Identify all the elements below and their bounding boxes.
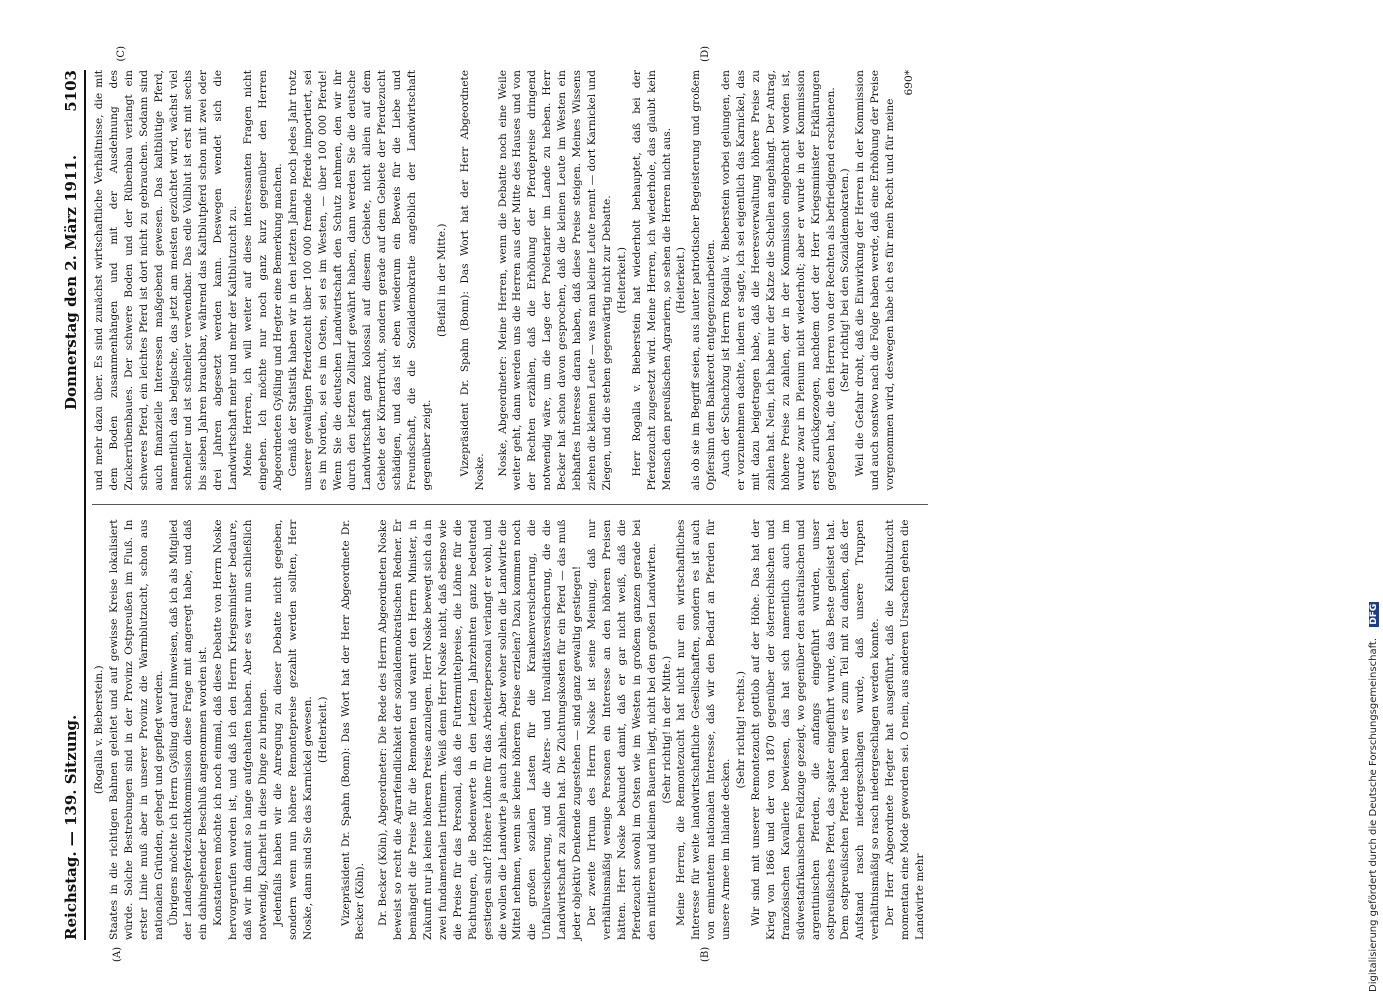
paragraph: Noske, Abgeordneter: Meine Herren, wenn die Debatte noch eine Weile weiter geht, dann werden uns die Herren aus der Mitte des Hauses und von der Rechten erzählen, daß die Erhöhung der Pferdepreise dringend notwendig wäre, um die Lage der Proletarier im Lande zu heben. Herr Becker hat schon davon gesprochen, daß die kleinen Leute im Westen ein lebhaftes Interesse daran haben, daß diese Preise steigen. Meines Wissens ziehen die kleinen Leute — was man kleine Leute nennt — dort Karnickel und Ziegen, und die stehen gegenwärtig nicht zur Debatte.	[496, 70, 613, 491]
interjection: (Sehr richtig! in der Mitte.)	[660, 655, 673, 804]
interjection: (Sehr richtig! rechts.)	[735, 671, 748, 789]
funding-note-text: Digitalisierung gefördert durch die Deutsche Forschungsgemeinschaft.	[1368, 637, 1379, 992]
paragraph: Der Herr Abgeordnete Hegter hat ausgeführt, daß die Kaltblutzucht momentan eine Mode geworden sei. O nein, aus anderen Ursachen gehen die Landwirte mehr	[884, 519, 926, 940]
page-header	[56, 70, 86, 940]
speaker-reference: (Rogalla v. Bieberstein.)	[93, 665, 105, 795]
margin-marker-d: (D)	[700, 46, 711, 62]
paragraph: Der zweite Irrtum des Herrn Noske ist seine Meinung, daß nur verhältnismäßig wenige Personen ein Interesse an den höheren Preisen hätten. Herr Noske bekundet damit, daß er gar nicht weiß, daß die Pferdezucht sowohl im Osten wie im Westen in großem ganzen gerade bei den mittleren und kleinen Bauern liegt, nicht bei den großen Landwirten.	[586, 519, 658, 940]
header-session: Reichstag. — 139. Sitzung.	[62, 714, 80, 940]
paragraph: Vizepräsident Dr. Spahn (Bonn): Das Wort hat der Herr Abgeordnete Dr. Becker (Köln).	[339, 519, 367, 940]
interjection: (Heiterkeit.)	[615, 247, 628, 314]
interjection: (Heiterkeit.)	[316, 696, 329, 763]
paragraph: Jedenfalls haben wir die Anregung zu dieser Debatte nicht gegeben, sondern wenn nun höhere Remontepreise gezahlt werden sollten, Herr Noske, dann sind Sie das Karnickel gewesen.	[271, 519, 314, 940]
margin-marker-b: (B)	[700, 946, 711, 962]
interjection: (Beifall in der Mitte.)	[435, 223, 448, 338]
paragraph: Herr Rogalla v. Bieberstein hat wiederholt behauptet, daß bei der Pferdezucht zugesetzt wird. Meine Herren, ich wiederhole, das glaubt kein Mensch den preußischen Agrariern, so sehen die Herren nicht aus.	[630, 70, 673, 491]
left-column	[92, 505, 928, 941]
paragraph: Staates in die richtigen Bahnen geleitet und auf gewisse Kreise lokalisiert würde. Solche Bestrebungen sind in der Provinz Ostpreußen im Fluß. In erster Linie muß aber in unserer Provinz die Warmblutzucht, schon aus nationalen Gründen, gehegt und gepflegt werden.	[107, 519, 165, 940]
paragraph: Auch der Schachzug ist Herrn Rogalla v. Bieberstein vorbei gelungen, den er vorzunehmen dachte, indem er sagte, ich sei eigentlich das Karnickel, das mit dazu beigetragen habe, daß die Heeresverwaltung höhere Preise zu zahlen hat. Nein, ich habe nur der Katze die Schellen angehängt. Der Antrag, höhere Preise zu zahlen, der in der Kommission eingebracht worden ist, wurde zwar im Plenum nicht wiederholt; aber er wurde in der Kommission erst zurückgezogen, nachdem dort der Herr Kriegsminister Erklärungen gegeben hat, die den Herren von der Rechten als befriedigend erschienen.	[720, 70, 837, 491]
paragraph: Vizepräsident Dr. Spahn (Bonn): Das Wort hat der Herr Abgeordnete Noske.	[458, 70, 486, 491]
interjection: (Heiterkeit.)	[675, 247, 688, 314]
page-number: 5103	[62, 70, 80, 112]
margin-marker-c: (C)	[116, 46, 127, 62]
interjection: (Sehr richtig! bei den Sozialdemokraten.)	[839, 168, 852, 393]
paragraph: Meine Herren, ich will weiter auf diese interessanten Fragen nicht eingehen. Ich möchte nur noch ganz kurz gegenüber den Herren Abgeordneten Gyßling und Hegter eine Bemerkung machen.	[242, 70, 284, 491]
right-column	[92, 70, 928, 505]
dfg-logo: DFG	[1369, 603, 1379, 625]
funding-note	[1368, 2, 1379, 992]
paragraph: Dr. Becker (Köln), Abgeordneter: Die Rede des Herrn Abgeordneten Noske beweist so recht die Agrarfeindlichkeit der sozialdemokratischen Redner. Er bemängelt die Preise für die Remonten und warnt den Herrn Minister, in Zukunft nur ja keine höheren Preise anzulegen. Herr Noske bewegt sich da in zwei fundamentalen Irrtümern. Weiß denn Herr Noske nicht, daß ebenso wie die Preise für das Personal, daß die Futtermittelpreise, die Löhne für die Pächtungen, die Bodenwerte in den letzten Jahrzehnten ganz bedeutend gestiegen sind? Höhere Löhne für das Arbeiterpersonal verlangt er wohl, und die wollen die Landwirte ja auch zahlen. Aber woher sollen die Landwirte die Mittel nehmen, wenn sie keine höheren Preise erzielen? Dazu kommen noch die großen sozialen Lasten für die Krankenversicherung, die Unfallversicherung, und die Alters- und Invaliditätsversicherung, die die Landwirtschaft zu zahlen hat. Die Züchtungskosten für ein Pferd — das muß jeder objektiv Denkende zugestehen — sind ganz gewaltig gestiegen!	[377, 519, 584, 940]
header-date: Donnerstag den 2. März 1911.	[62, 154, 80, 410]
signature-mark: 690*	[903, 70, 916, 96]
paragraph: und mehr dazu über. Es sind zunächst wirtschaftliche Verhältnisse, die mit dem Boden zusammenhängen und mit der Ausdehnung des Zuckerrübenbaues. Der schwere Boden und der Rübenbau verlangt ein schweres Pferd, ein leichtes Pferd ist dort nicht zu gebrauchen. Sodann sind auch finanzielle Interessen maßgebend gewesen. Das kaltblütige Pferd, namentlich das belgische, das jetzt am meisten gezüchtet wird, wächst viel schneller und ist schneller verwendbar. Das edle Vollblut ist erst mit sechs bis sieben Jahren brauchbar, während das Kaltblutpferd schon mit zwei oder drei Jahren abgesetzt werden kann. Deswegen wendet sich die Landwirtschaft mehr und mehr der Kaltblutzucht zu.	[93, 70, 240, 491]
text-columns	[92, 46, 928, 962]
paragraph: Wir sind mit unserer Remontezucht gottlob auf der Höhe. Das hat der Krieg von 1866 und der von 1870 gegenüber der österreichischen und französischen Kavallerie bewiesen, das hat sich namentlich auch im südwestafrikanischen Feldzuge gezeigt, wo gegenüber den australischen und argentinischen Pferden, die anfangs eingeführt wurden, unser ostpreußisches Pferd, das später eingeführt wurde, das Beste geleistet hat. Dem ostpreußischen Pferde haben wir es zum Teil mit zu danken, daß der Aufstand rasch niedergeschlagen wurde, daß unsere Truppen verhältnismäßig so rasch niedergeschlagen werden konnte.	[749, 519, 882, 940]
paragraph: Gemäß der Statistik haben wir in den letzten Jahren noch jedes Jahr trotz unserer gewaltigen Pferdezucht über 100 000 fremde Pferde importiert, sei es im Norden, sei es im Osten, sei es im Westen, — über 100 000 Pferde! Wenn Sie die deutschen Landwirtschaft den Schutz nehmen, den wir ihr durch den letzten Zolltarif gewährt haben, dann werden Sie die deutsche Landwirtschaft ganz kolossal auf diesem Gebiete, nicht allein auf dem Gebiete der Körnerfrucht, sondern gerade auf dem Gebiete der Pferdezucht schädigen, und das ist eben wiederum ein Beweis für die Liebe und Freundschaft, die die Sozialdemokratie angeblich der Landwirtschaft gegenüber zeigt.	[286, 70, 433, 491]
paragraph: als ob sie im Begriff seien, aus lauter patriotischer Begeisterung und großem Opfersinn dem Bankerott entgegenzuarbeiten.	[690, 70, 718, 491]
paragraph: Weil die Gefahr droht, daß die Einwirkung der Herren in der Kommission und auch sonstwo nach die Folge haben werde, daß eine Erhöhung der Preise vorgenommen wird, deswegen habe ich es für mein Recht und für meine	[854, 70, 897, 491]
margin-marker-a: (A)	[112, 946, 123, 962]
paragraph: Übrigens möchte ich Herrn Gyßling darauf hinweisen, daß ich als Mitglied der Landespferdezuchtkommission diese Frage mit angeregt habe, und daß ein dahingehender Beschluß angenommen worden ist.	[167, 519, 210, 940]
paragraph: Konstatieren möchte ich noch einmal, daß diese Debatte von Herrn Noske hervorgerufen worden ist, und daß ich den Herrn Kriegsminister bedaure, daß wir ihn damit so lange aufgehalten haben. Aber es war nun schließlich notwendig, Klarheit in diese Dinge zu bringen.	[212, 519, 269, 940]
paragraph: Meine Herren, die Remontezucht hat nicht nur ein wirtschaftliches Interesse für weite landwirtschaftliche Gesellschaften, sondern es ist auch von eminentem nationalen Interesse, daß wir den Bedarf an Pferden für unsere Armee im Inlande decken.	[675, 519, 733, 940]
